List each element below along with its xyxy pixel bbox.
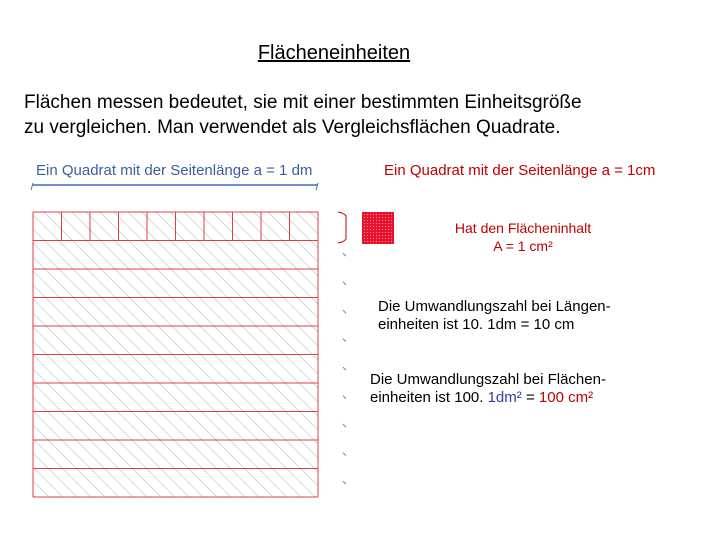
page-title: Flächeneinheiten [257, 42, 411, 64]
row-tick [343, 396, 346, 399]
intro-line-1: Flächen messen bedeutet, sie mit einer bestimmten Einheitsgröße [24, 92, 582, 113]
area-fact-prefix: einheiten ist 100. [370, 389, 488, 406]
cm-area-label [420, 219, 626, 255]
area-fact-equals: = [521, 389, 539, 406]
cm-area-line-1: Hat den Flächeninhalt [454, 220, 592, 236]
length-fact-line-1: Die Umwandlungszahl bei Längen- [378, 298, 611, 315]
cm-area-line-2: A = 1 cm² [493, 238, 553, 254]
area-fact-line-1: Die Umwandlungszahl bei Flächen- [370, 371, 606, 388]
square-cm-caption: Ein Quadrat mit der Seitenlänge a = 1cm [384, 162, 656, 179]
row-tick [343, 367, 346, 370]
row-tick-marks [343, 253, 346, 484]
square-dm-caption: Ein Quadrat mit der Seitenlänge a = 1 dm [36, 162, 313, 179]
row-tick [343, 339, 346, 342]
area-fact-dm2: 1dm² [487, 389, 522, 406]
area-fact-line-2 [370, 389, 606, 407]
area-fact-cm2: 100 cm² [538, 389, 594, 406]
row-tick [343, 424, 346, 427]
dm-dimension-line [31, 183, 318, 190]
strip-bracket [338, 212, 346, 243]
area-conversion-fact [370, 371, 606, 407]
row-tick [343, 253, 346, 256]
length-conversion-fact [378, 298, 611, 334]
length-fact-line-2: einheiten ist 10. 1dm = 10 cm [378, 316, 575, 333]
square-cm [362, 212, 394, 244]
row-tick [343, 453, 346, 456]
square-dm-grid [33, 212, 318, 497]
row-tick [343, 481, 346, 484]
row-tick [343, 310, 346, 313]
intro-line-2: zu vergleichen. Man verwendet als Vergleichsflächen Quadrate. [24, 117, 561, 138]
row-tick [343, 282, 346, 285]
